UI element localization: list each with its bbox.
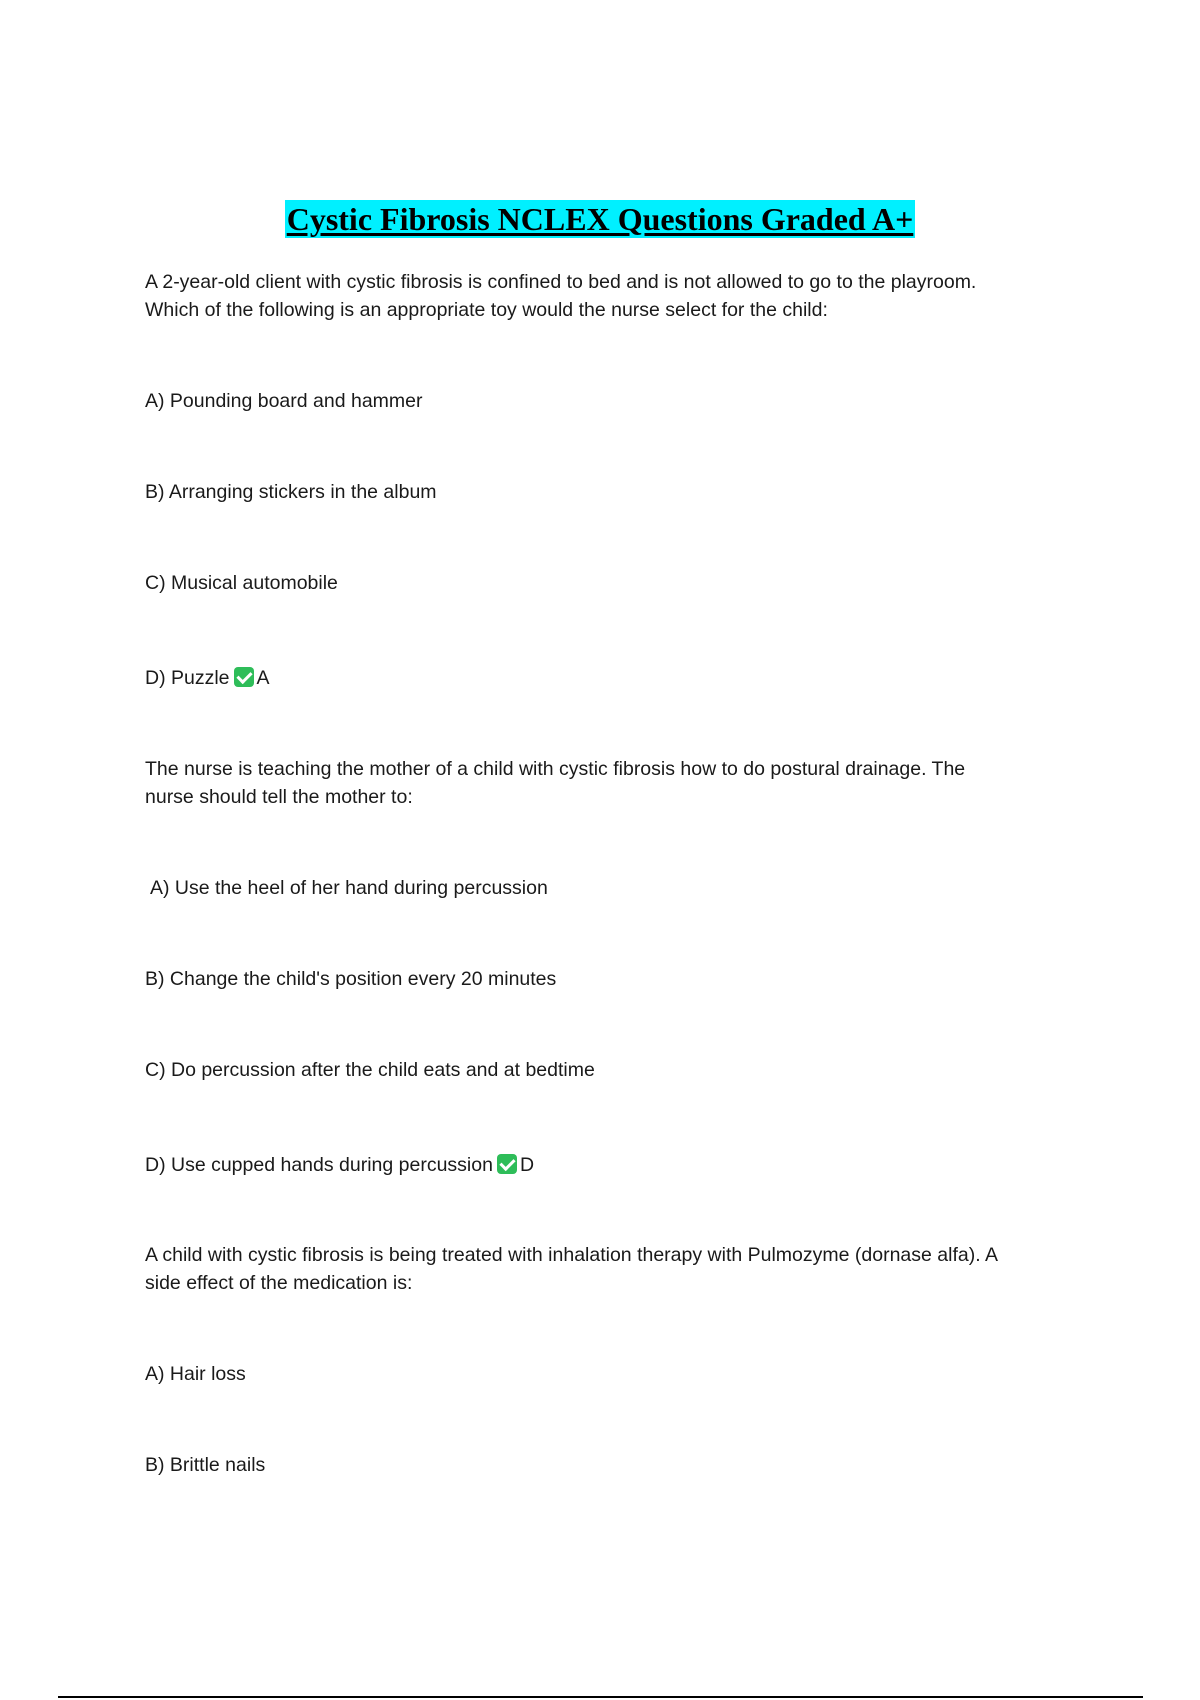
question-2-stem-line-1: The nurse is teaching the mother of a child with cystic fibrosis how to do postural drainage. The xyxy=(145,758,966,780)
checkmark-icon xyxy=(497,1154,517,1174)
question-3-stem-line-2: side effect of the medication is: xyxy=(145,1272,413,1294)
question-3-option-b: B) Brittle nails xyxy=(145,1454,266,1476)
question-2-option-b: B) Change the child's position every 20 minutes xyxy=(145,968,557,990)
question-1-option-d-row xyxy=(145,664,1065,692)
question-1-answer: A xyxy=(256,667,270,689)
question-3-option-a: A) Hair loss xyxy=(145,1363,246,1385)
question-2-option-a: A) Use the heel of her hand during percussion xyxy=(150,877,548,899)
question-2-option-d: D) Use cupped hands during percussion xyxy=(145,1154,493,1176)
question-1-option-c: C) Musical automobile xyxy=(145,572,338,594)
question-3-stem-line-1: A child with cystic fibrosis is being treated with inhalation therapy with Pulmozyme (dornase alfa). A xyxy=(145,1244,998,1266)
question-2-answer: D xyxy=(519,1154,535,1176)
question-2-option-d-row xyxy=(145,1151,1065,1179)
title-container xyxy=(0,200,1200,238)
question-1-option-b: B) Arranging stickers in the album xyxy=(145,481,437,503)
question-1-stem-line-2: Which of the following is an appropriate toy would the nurse select for the child: xyxy=(145,299,828,321)
checkmark-icon xyxy=(234,667,254,687)
footer-rule xyxy=(58,1696,1143,1698)
question-1-option-a: A) Pounding board and hammer xyxy=(145,390,423,412)
question-2-stem-line-2: nurse should tell the mother to: xyxy=(145,786,413,808)
question-1-option-d: D) Puzzle xyxy=(145,667,230,689)
question-1-stem-line-1: A 2-year-old client with cystic fibrosis is confined to bed and is not allowed to go to the playroom. xyxy=(145,271,977,293)
question-2-option-c: C) Do percussion after the child eats and at bedtime xyxy=(145,1059,595,1081)
document-title: Cystic Fibrosis NCLEX Questions Graded A+ xyxy=(286,201,914,237)
